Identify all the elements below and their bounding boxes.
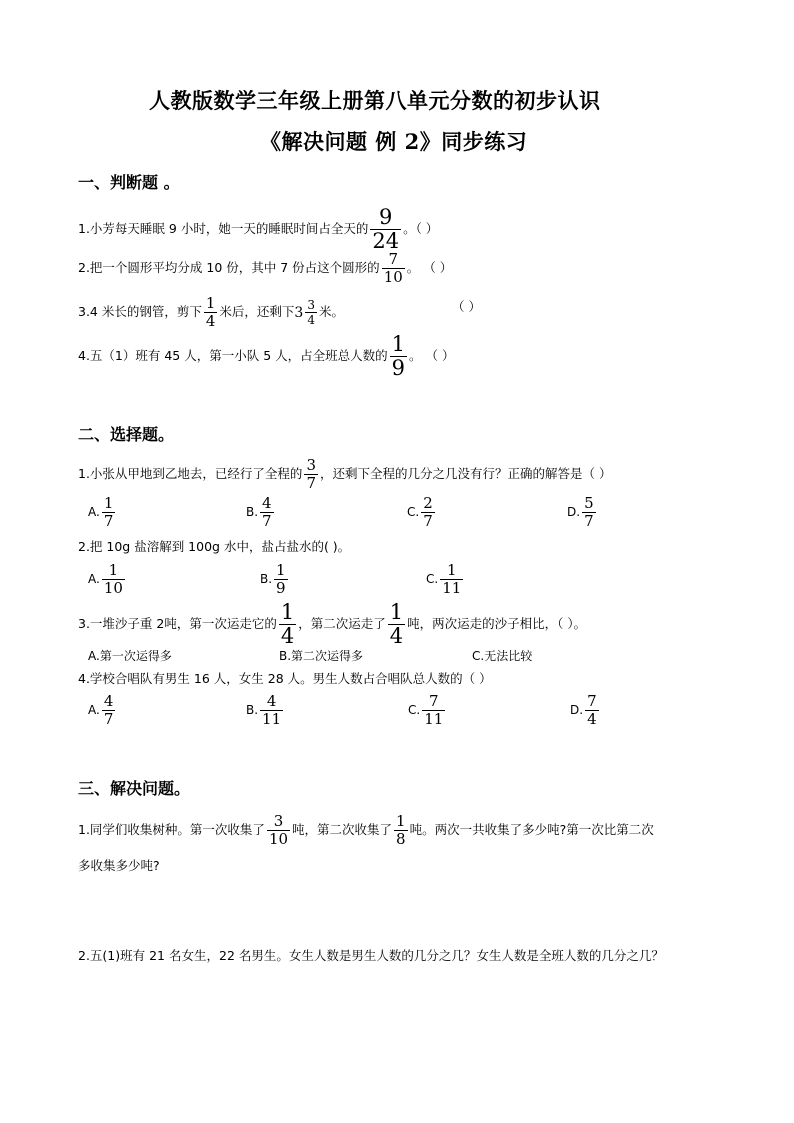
fraction: $\frac{1}{4}$ bbox=[389, 600, 404, 648]
question-text: 1.同学们收集树种。第一次收集了 bbox=[78, 822, 265, 837]
problem-question-2: 2.五(1)班有 21 名女生，22 名男生。女生人数是男生人数的几分之几？女生人数是全班人数的几分之几？ bbox=[78, 948, 664, 963]
mixed-number: 3 $\frac{3}{4}$ bbox=[294, 298, 315, 327]
choice-option-a[interactable]: A. $\frac{1}{10}$ bbox=[88, 561, 123, 597]
page-title-line1: 人教版数学三年级上册第八单元分数的初步认识 bbox=[149, 88, 601, 113]
section-3-heading: 三、解决问题。 bbox=[78, 779, 191, 798]
answer-paren: 。 （ ） bbox=[409, 348, 455, 363]
question-text: ，第二次运走了 bbox=[298, 616, 386, 631]
answer-paren: 。 （ ） bbox=[406, 260, 453, 275]
question-text: 米。 bbox=[318, 304, 344, 319]
question-text: 1.小张从甲地到乙地去，已经行了全程的 bbox=[78, 466, 303, 481]
choice-option-a[interactable]: A. $\frac{1}{7}$ bbox=[88, 494, 114, 530]
question-text: 米后，还剩下 bbox=[219, 304, 295, 319]
fraction: $\frac{9}{24}$ bbox=[372, 205, 400, 253]
section-2-heading: 二、选择题。 bbox=[78, 425, 175, 444]
question-text: 3.4 米长的钢管，剪下 bbox=[78, 304, 202, 319]
fraction: $\frac{7}{10}$ bbox=[383, 250, 403, 286]
choice-option-c[interactable]: C.无法比较 bbox=[472, 649, 533, 663]
fraction: $\frac{1}{9}$ bbox=[391, 332, 406, 380]
choice-option-d[interactable]: D. $\frac{5}{7}$ bbox=[567, 494, 594, 530]
question-text: 吨。两次一共收集了多少吨?第一次比第二次 bbox=[409, 822, 654, 837]
question-text: 4.五（1）班有 45 人，第一小队 5 人，占全班总人数的 bbox=[78, 348, 388, 363]
choice-question-3 bbox=[78, 602, 586, 647]
choice-question-4: 4.学校合唱队有男生 16 人，女生 28 人。男生人数占合唱队总人数的（ ） bbox=[78, 671, 492, 686]
question-text: 1.小芳每天睡眠 9 小时，她一天的睡眠时间占全天的 bbox=[78, 221, 369, 236]
judge-question-2 bbox=[78, 252, 452, 285]
choice-option-d[interactable]: D. $\frac{7}{4}$ bbox=[570, 692, 597, 728]
choice-question-2: 2.把 10g 盐溶解到 100g 水中，盐占盐水的( )。 bbox=[78, 539, 351, 554]
fraction: $\frac{1}{4}$ bbox=[205, 294, 216, 330]
answer-paren: 。（ ） bbox=[403, 221, 439, 236]
fraction: $\frac{1}{4}$ bbox=[280, 600, 295, 648]
choice-question-1 bbox=[78, 458, 611, 491]
judge-question-3 bbox=[78, 296, 344, 329]
fraction: $\frac{3}{10}$ bbox=[268, 812, 289, 848]
question-text: 吨，第二次收集了 bbox=[292, 822, 393, 837]
choice-option-a[interactable]: A. $\frac{4}{7}$ bbox=[88, 692, 114, 728]
question-text: ，还剩下全程的几分之几没有行？正确的解答是（ ） bbox=[319, 466, 612, 481]
choice-option-b[interactable]: B. $\frac{4}{11}$ bbox=[246, 692, 282, 728]
problem-question-1-line2: 多收集多少吨? bbox=[78, 858, 160, 873]
problem-question-1 bbox=[78, 814, 654, 847]
choice-option-b[interactable]: B. $\frac{4}{7}$ bbox=[246, 494, 272, 530]
choice-option-b[interactable]: B.第二次运得多 bbox=[279, 649, 364, 663]
question-text: 3.一堆沙子重 2吨，第一次运走它的 bbox=[78, 616, 277, 631]
judge-question-4 bbox=[78, 334, 454, 379]
fraction: $\frac{1}{8}$ bbox=[396, 812, 406, 848]
judge-question-1 bbox=[78, 207, 438, 252]
choice-option-c[interactable]: C. $\frac{7}{11}$ bbox=[408, 692, 444, 728]
question-text: 2.把一个圆形平均分成 10 份，其中 7 份占这个圆形的 bbox=[78, 260, 380, 275]
answer-paren: （ ） bbox=[452, 299, 481, 314]
choice-option-c[interactable]: C. $\frac{2}{7}$ bbox=[407, 494, 433, 530]
choice-option-c[interactable]: C. $\frac{1}{11}$ bbox=[426, 561, 462, 597]
question-text: 吨，两次运走的沙子相比，（ ）。 bbox=[407, 616, 587, 631]
fraction: $\frac{3}{7}$ bbox=[306, 456, 316, 492]
choice-option-a[interactable]: A.第一次运得多 bbox=[88, 649, 172, 663]
choice-option-b[interactable]: B. $\frac{1}{9}$ bbox=[260, 561, 286, 597]
section-1-heading: 一、判断题 。 bbox=[78, 173, 180, 192]
page-title-line2: 《解决问题 例 2》同步练习 bbox=[260, 129, 528, 154]
